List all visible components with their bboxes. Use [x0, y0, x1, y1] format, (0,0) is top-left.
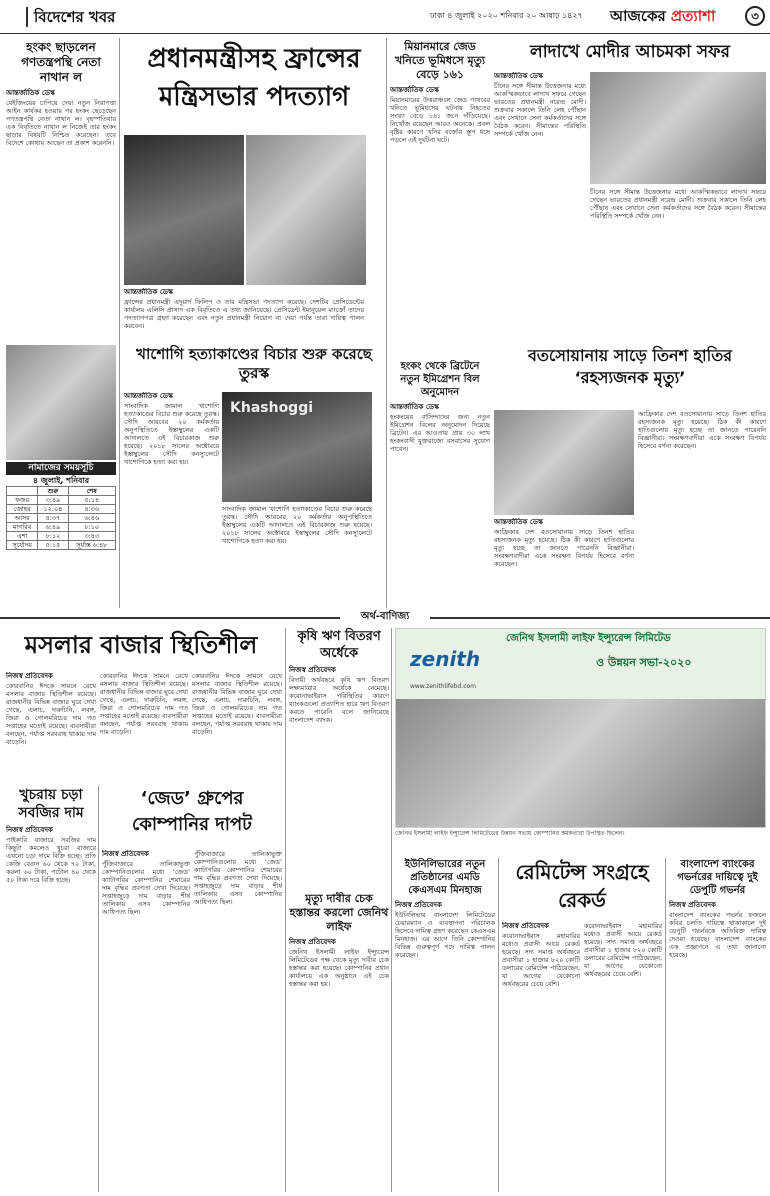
event-banner — [396, 629, 766, 699]
headline: লাদাখে মোদীর আচমকা সফর — [530, 42, 730, 62]
photo-zenith-event — [395, 628, 766, 828]
article-botswana-cont — [638, 410, 766, 602]
headline: মসলার বাজার স্থিতিশীল — [24, 631, 258, 659]
article-body: পাইকারি বাজারে সবজির দাম কিছুটা কমলেও খুচরা বাজারে এখনো চড়া দামে বিক্রি হচ্ছে। প্রতি কেজি বেগুন ৬০ থেকে ৭০ টাকা, করলা ৬০ টাকা, পটোল ৪০ থেকে ৫০ টাকা দরে বিক্রি হচ্ছে। — [6, 836, 96, 884]
cell: সূর্যোদয় — [7, 541, 38, 550]
headline: মিয়ানমারে জেড খনিতে ভূমিধসে মৃত্যু বেড়ে ১৬১ — [394, 40, 486, 81]
cell: ফজর — [7, 496, 38, 505]
headline: খুচরায় চড়া সবজির দাম — [18, 787, 84, 821]
cell: ৬:৪৬ — [68, 514, 115, 523]
logo-part-b: প্রত্যাশা — [670, 7, 716, 25]
article-body: মিয়ানমারের উত্তরাঞ্চলে জেড পাথরের খনিতে ভূমিধসের ঘটনায় নিহতের সংখ্যা বেড়ে ১৬১ জনে দাঁড়িয়েছে। নিখোঁজ রয়েছেন আরও অনেকে। প্রবল বৃষ্টির কারণে খনির বর্জ্যের স্তূপ ধসে পড়লে এই দুর্ঘটনা ঘটে। — [390, 96, 490, 144]
headline: কৃষি ঋণ বিতরণ অর্ধেকে — [297, 629, 381, 661]
cell: ৪:৩৬ — [68, 505, 115, 514]
cell: ৩:৪৩ — [68, 532, 115, 541]
article-body: বিদায়ী অর্থবছরে কৃষি ঋণ বিতরণ লক্ষ্যমাত্রার অর্ধেকে নেমেছে। করোনাভাইরাস পরিস্থিতির কারণে ব্যাংকগুলো প্রত্যাশিত হারে ঋণ বিতরণ করতে পারেনি বলে জানিয়েছে বাংলাদেশ ব্যাংক। — [289, 676, 389, 724]
cell: ৩:৪৯ — [38, 496, 68, 505]
article-veg — [6, 786, 96, 1192]
prayer-table — [6, 486, 116, 550]
cell-text: সূর্যাস্ত — [76, 541, 91, 549]
cell — [68, 541, 115, 550]
article-body-cont: চীনের সঙ্গে সীমান্ত উত্তেজনার মধ্যে আকস্মিকভাবে লাদাখ সফরে গেছেন ভারতের প্রধানমন্ত্রী নরেন্দ্র মোদী। শুক্রবার সকালে তিনি লেহ পৌঁছান এবং সেখানে সেনা কর্মকর্তাদের সঙ্গে বৈঠক করেন। সীমান্তের পরিস্থিতি সম্পর্কে খোঁজ নেন। — [590, 188, 766, 220]
article-khashoggi-cont — [222, 505, 372, 602]
column-divider — [391, 628, 392, 1192]
byline: নিজস্ব প্রতিবেদক — [669, 901, 716, 909]
article-body: ফ্রান্সের প্রধানমন্ত্রী এদুয়ার্দ ফিলিপ ও তার মন্ত্রিসভা পদত্যাগ করেছে। দেশটির প্রেসিডেন্টের কার্যালয় এলিসি প্রাসাদ এক বিবৃতিতে এ তথ্য জানিয়েছে। প্রেসিডেন্ট ইমানুয়েল ম্যাক্রোঁ তাদের পদত্যাগপত্র গ্রহণ করেছেন এবং নতুন প্রধানমন্ত্রী নিয়োগ না দেয়া পর্যন্ত তারা দায়িত্ব পালন করবেন। — [124, 298, 364, 330]
article-botswana-body — [494, 518, 634, 602]
cell-text: ৬:৪৮ — [92, 541, 108, 549]
column-divider — [98, 786, 99, 1192]
article-jade-headline — [102, 786, 282, 846]
col-header: শেষ — [68, 487, 115, 496]
byline: নিজস্ব প্রতিবেদক — [6, 672, 53, 680]
article-france-body — [124, 288, 364, 338]
article-body: করোনাভাইরাস মহামারির মধ্যেও প্রবাসী আয়ে রেকর্ড হয়েছে। সদ্য সমাপ্ত অর্থবছরে প্রবাসীরা ১ হাজার ৮২০ কোটি ডলারের রেমিটেন্স পাঠিয়েছেন, যা আগের যেকোনো অর্থবছরের চেয়ে বেশি। — [502, 932, 580, 988]
article-jade-body — [102, 850, 190, 1192]
photo-caption: জেনিথ ইসলামী লাইফ ইন্স্যুরেন্স লিমিটেডের উন্নয়ন সভায় কোম্পানির কর্মকর্তারা উপস্থিত ছিলেন। — [395, 830, 625, 837]
article-ladakh-headline — [494, 40, 766, 70]
column-divider — [386, 38, 387, 608]
column-divider — [665, 858, 666, 1192]
section-bar — [26, 7, 28, 27]
article-khashoggi-body — [124, 392, 219, 602]
article-body: বেইজিংয়ের চাপিয়ে দেয়া নতুন নিরাপত্তা আইন কার্যকর হওয়ার পর হংকং ছেড়েছেন গণতন্ত্রপন্থি নেতা নাথান ল। বৃহস্পতিবার এক বিবৃতিতে নাথান ল নিজেই তার হংকং ছাড়ার বিষয়টি নিশ্চিত করেছেন। তবে বিদেশে কোথায় আছেন তা প্রকাশ করেননি। — [6, 99, 116, 147]
byline: নিজস্ব প্রতিবেদক — [289, 938, 336, 946]
banner-website: www.zenithlifebd.com — [410, 683, 477, 690]
article-france-headline — [124, 40, 384, 130]
prayer-title: নামাজের সময়সূচি — [6, 462, 116, 475]
headline: ইউনিলিভারের নতুন প্রতিষ্ঠানের এমডি কেএসএম মিনহাজ — [404, 859, 486, 896]
article-body-cont: কোরবানির ঈদকে সামনে রেখে মসলার বাজার স্থিতিশীল রয়েছে। রাজধানীর বিভিন্ন বাজার ঘুরে দেখা গেছে, এলাচ, দারুচিনি, লবঙ্গ, জিরা ও গোলমরিচের দাম গত সপ্তাহের মতোই রয়েছে। ব্যবসায়ীরা বলছেন, পর্যাপ্ত সরবরাহ থাকায় দাম বাড়েনি। — [192, 672, 282, 736]
article-ladakh-cont — [590, 188, 766, 338]
page-number: ৩ — [745, 6, 765, 26]
byline: নিজস্ব প্রতিবেদক — [102, 850, 149, 858]
article-spice-body — [6, 672, 96, 782]
article-botswana-headline — [494, 345, 766, 405]
issue-date: ঢাকা ৪ জুলাই ২০২০ শনিবার ২০ আষাঢ় ১৪২৭ — [430, 11, 583, 20]
article-remit-headline — [502, 858, 662, 918]
col-header — [7, 487, 38, 496]
article-hk-britain — [390, 360, 490, 600]
photo-label: Khashoggi — [230, 400, 314, 416]
article-spice-headline — [6, 628, 276, 668]
cell: ৫:১৪ — [68, 496, 115, 505]
byline: আন্তর্জাতিক ডেস্ক — [494, 72, 543, 80]
article-remit-body — [502, 922, 580, 1192]
article-ladakh-body — [494, 72, 586, 332]
article-body: জেনিথ ইসলামী লাইফ ইন্স্যুরেন্স লিমিটেডের পক্ষ থেকে মৃত্যু দাবীর চেক হস্তান্তর করা হয়েছে। কোম্পানির প্রধান কার্যালয়ে এক অনুষ্ঠানে এই চেক হস্তান্তর করা হয়। — [289, 948, 389, 988]
article-myanmar — [390, 40, 490, 350]
headline: মৃত্যু দাবীর চেক হস্তান্তর করলো জেনিথ লাইফ — [289, 892, 389, 933]
photo-khashoggi — [222, 392, 372, 502]
article-body: কোরবানির ঈদকে সামনে রেখে মসলার বাজার স্থিতিশীল রয়েছে। রাজধানীর বিভিন্ন বাজার ঘুরে দেখা গেছে, এলাচ, দারুচিনি, লবঙ্গ, জিরা ও গোলমরিচের দাম গত সপ্তাহের মতোই রয়েছে। ব্যবসায়ীরা বলছেন, পর্যাপ্ত সরবরাহ থাকায় দাম বাড়েনি। — [6, 682, 96, 746]
headline: হংকং থেকে ব্রিটেনে নতুন ইমিগ্রেশন বিল অনুমোদন — [400, 361, 480, 398]
photo-philippe — [124, 135, 244, 285]
byline: আন্তর্জাতিক ডেস্ক — [390, 86, 439, 94]
byline: নিজস্ব প্রতিবেদক — [395, 901, 442, 909]
cell: এশা — [7, 532, 38, 541]
headline: ‘জেড’ গ্রুপের কোম্পানির দাপট — [132, 788, 252, 835]
photo-elephants — [494, 410, 634, 515]
column-divider — [119, 38, 120, 608]
article-body-cont: পুঁজিবাজারে তালিকাভুক্ত কোম্পানিগুলোর মধ্যে ‘জেড’ ক্যাটাগরির কোম্পানির শেয়ারের দাম বৃদ্ধির প্রবণতা দেখা দিয়েছে। সপ্তাহজুড়ে দাম বাড়ার শীর্ষ তালিকায় এসব কোম্পানির আধিপত্য ছিল। — [194, 850, 282, 906]
cell: ৮:১২ — [38, 532, 68, 541]
section-name: বিদেশের খবর — [34, 8, 116, 26]
page-header — [0, 0, 770, 34]
prayer-schedule — [6, 462, 116, 602]
logo-part-a: আজকের — [610, 7, 671, 25]
cell: জোহর — [7, 505, 38, 514]
prayer-date: ৪ জুলাই, শনিবার — [32, 476, 90, 485]
headline: খাশোগি হত্যাকাণ্ডের বিচার শুরু করেছে তুরস্ক — [136, 345, 372, 382]
article-spice-cont2 — [192, 672, 282, 782]
byline: আন্তর্জাতিক ডেস্ক — [494, 518, 543, 526]
photo-macron — [246, 135, 366, 285]
article-krishi — [289, 628, 389, 888]
byline: নিজস্ব প্রতিবেদক — [289, 666, 336, 674]
masthead-logo — [610, 6, 715, 26]
byline: আন্তর্জাতিক ডেস্ক — [390, 403, 439, 411]
cell: আসর — [7, 514, 38, 523]
byline: আন্তর্জাতিক ডেস্ক — [6, 89, 55, 97]
article-body-cont: করোনাভাইরাস মহামারির মধ্যেও প্রবাসী আয়ে রেকর্ড হয়েছে। সদ্য সমাপ্ত অর্থবছরে প্রবাসীরা ১ হাজার ৮২০ কোটি ডলারের রেমিটেন্স পাঠিয়েছেন, যা আগের যেকোনো অর্থবছরের চেয়ে বেশি। — [584, 922, 662, 978]
byline: আন্তর্জাতিক ডেস্ক — [124, 288, 173, 296]
banner-subtitle: ও উন্নয়ন সভা-২০২০ — [596, 656, 692, 669]
article-jade-cont — [194, 850, 282, 1192]
banner-title: জেনিথ ইসলামী লাইফ ইন্স্যুরেন্স লিমিটেড — [506, 633, 671, 644]
spacer — [368, 135, 388, 145]
article-zenith-cheque — [289, 892, 389, 1192]
rule-line — [430, 617, 770, 619]
cell: ৫:১৫ — [38, 541, 68, 550]
article-remit-cont — [584, 922, 662, 1192]
cell: ৬:৪৯ — [38, 523, 68, 532]
headline: বতসোয়ানায় সাড়ে তিনশ হাতির ‘রহস্যজনক মৃত্যু’ — [527, 346, 733, 387]
column-divider — [498, 858, 499, 1192]
article-body: বাংলাদেশ ব্যাংকের গভর্নর ফজলে কবির চলতি দায়িত্বে থাকাকালে দুই ডেপুটি গভর্নরকে অতিরিক্ত দায়িত্ব দেওয়া হয়েছে। বাংলাদেশ ব্যাংকের এক প্রজ্ঞাপনে এ তথ্য জানানো হয়েছে। — [669, 911, 766, 959]
article-bb-governor — [669, 858, 766, 1192]
column-divider — [285, 628, 286, 1192]
article-body-cont: আফ্রিকার দেশ বতসোয়ানায় সাড়ে তিনশ হাতির রহস্যজনক মৃত্যু হয়েছে। ঠিক কী কারণে হাতিগুলোর মৃত্যু হচ্ছে তা জানতে পারেননি বিজ্ঞানীরা। সংরক্ষণবাদীরা একে সংরক্ষণ বিপর্যয় হিসেবে বর্ণনা করেছেন। — [638, 410, 766, 450]
cell: ৪:৩৭ — [38, 514, 68, 523]
photo-modi — [590, 72, 766, 184]
headline: প্রধানমন্ত্রীসহ ফ্রান্সের মন্ত্রিসভার পদত্যাগ — [147, 44, 361, 112]
zenith-logo: zenith — [410, 647, 481, 671]
article-body: ইউনিলিভার বাংলাদেশ লিমিটেডের চেয়ারম্যান ও ব্যবস্থাপনা পরিচালক হিসেবে দায়িত্ব গ্রহণ করেছেন কেএসএম মিনহাজ। এর আগে তিনি কোম্পানির বিভিন্ন গুরুত্বপূর্ণ পদে দায়িত্ব পালন করেছেন। — [395, 911, 495, 959]
article-unilever — [395, 858, 495, 1192]
cell: মাগরিব — [7, 523, 38, 532]
mosque-photo — [6, 345, 116, 460]
headline: হংকং ছাড়লেন গণতন্ত্রপন্থি নেতা নাথান ল — [21, 40, 101, 84]
event-people — [396, 699, 766, 828]
byline: আন্তর্জাতিক ডেস্ক — [124, 392, 173, 400]
article-khashoggi-headline — [124, 345, 384, 385]
article-body: হংকংয়ের বাসিন্দাদের জন্য নতুন ইমিগ্রেশন বিলের অনুমোদন দিয়েছে ব্রিটেন। এর আওতায় প্রায় ৩০ লাখ হংকংবাসী যুক্তরাজ্যে বসবাসের সুযোগ পাবেন। — [390, 413, 490, 453]
article-spice-cont — [100, 672, 188, 782]
col-header: শুরু — [38, 487, 68, 496]
headline: রেমিটেন্স সংগ্রহে রেকর্ড — [515, 860, 649, 912]
byline: নিজস্ব প্রতিবেদক — [502, 922, 549, 930]
article-hongkong — [6, 40, 116, 340]
byline: নিজস্ব প্রতিবেদক — [6, 826, 53, 834]
section-divider — [0, 610, 770, 624]
article-body: আফ্রিকার দেশ বতসোয়ানায় সাড়ে তিনশ হাতির রহস্যজনক মৃত্যু হয়েছে। ঠিক কী কারণে হাতিগুলোর মৃত্যু হচ্ছে তা জানতে পারেননি বিজ্ঞানীরা। সংরক্ষণবাদীরা একে সংরক্ষণ বিপর্যয় হিসেবে বর্ণনা করেছেন। — [494, 528, 634, 568]
headline: বাংলাদেশ ব্যাংকের গভর্নরের দায়িত্বে দুই ডেপুটি গভর্নর — [677, 859, 758, 896]
article-body: চীনের সঙ্গে সীমান্ত উত্তেজনার মধ্যে আকস্মিকভাবে লাদাখ সফরে গেছেন ভারতের প্রধানমন্ত্রী নরেন্দ্র মোদী। শুক্রবার সকালে তিনি লেহ পৌঁছান এবং সেখানে সেনা কর্মকর্তাদের সঙ্গে বৈঠক করেন। সীমান্তের পরিস্থিতি সম্পর্কে খোঁজ নেন। — [494, 82, 586, 138]
article-body-cont: সাংবাদিক জামাল খাশোগি হত্যাকাণ্ডের বিচার শুরু করেছে তুরস্ক। সৌদি আরবের ২০ কর্মকর্তার অনুপস্থিতিতে ইস্তাম্বুলের একটি আদালতে এই বিচারকাজ শুরু হয়েছে। ২০১৮ সালের অক্টোবরে ইস্তাম্বুলের সৌদি কনস্যুলেটে খাশোগিকে হত্যা করা হয়। — [222, 505, 372, 545]
article-body: সাংবাদিক জামাল খাশোগি হত্যাকাণ্ডের বিচার শুরু করেছে তুরস্ক। সৌদি আরবের ২০ কর্মকর্তার অনুপস্থিতিতে ইস্তাম্বুলের একটি আদালতে এই বিচারকাজ শুরু হয়েছে। ২০১৮ সালের অক্টোবরে ইস্তাম্বুলের সৌদি কনস্যুলেটে খাশোগিকে হত্যা করা হয়। — [124, 402, 219, 466]
cell: ৮:১০ — [68, 523, 115, 532]
rule-line — [0, 617, 340, 619]
article-body-cont: কোরবানির ঈদকে সামনে রেখে মসলার বাজার স্থিতিশীল রয়েছে। রাজধানীর বিভিন্ন বাজার ঘুরে দেখা গেছে, এলাচ, দারুচিনি, লবঙ্গ, জিরা ও গোলমরিচের দাম গত সপ্তাহের মতোই রয়েছে। ব্যবসায়ীরা বলছেন, পর্যাপ্ত সরবরাহ থাকায় দাম বাড়েনি। — [100, 672, 188, 736]
section-label: অর্থ-বাণিজ্য — [340, 610, 430, 624]
cell: ১২:০৪ — [38, 505, 68, 514]
article-body: পুঁজিবাজারে তালিকাভুক্ত কোম্পানিগুলোর মধ্যে ‘জেড’ ক্যাটাগরির কোম্পানির শেয়ারের দাম বৃদ্ধির প্রবণতা দেখা দিয়েছে। সপ্তাহজুড়ে দাম বাড়ার শীর্ষ তালিকায় এসব কোম্পানির আধিপত্য ছিল। — [102, 860, 190, 916]
